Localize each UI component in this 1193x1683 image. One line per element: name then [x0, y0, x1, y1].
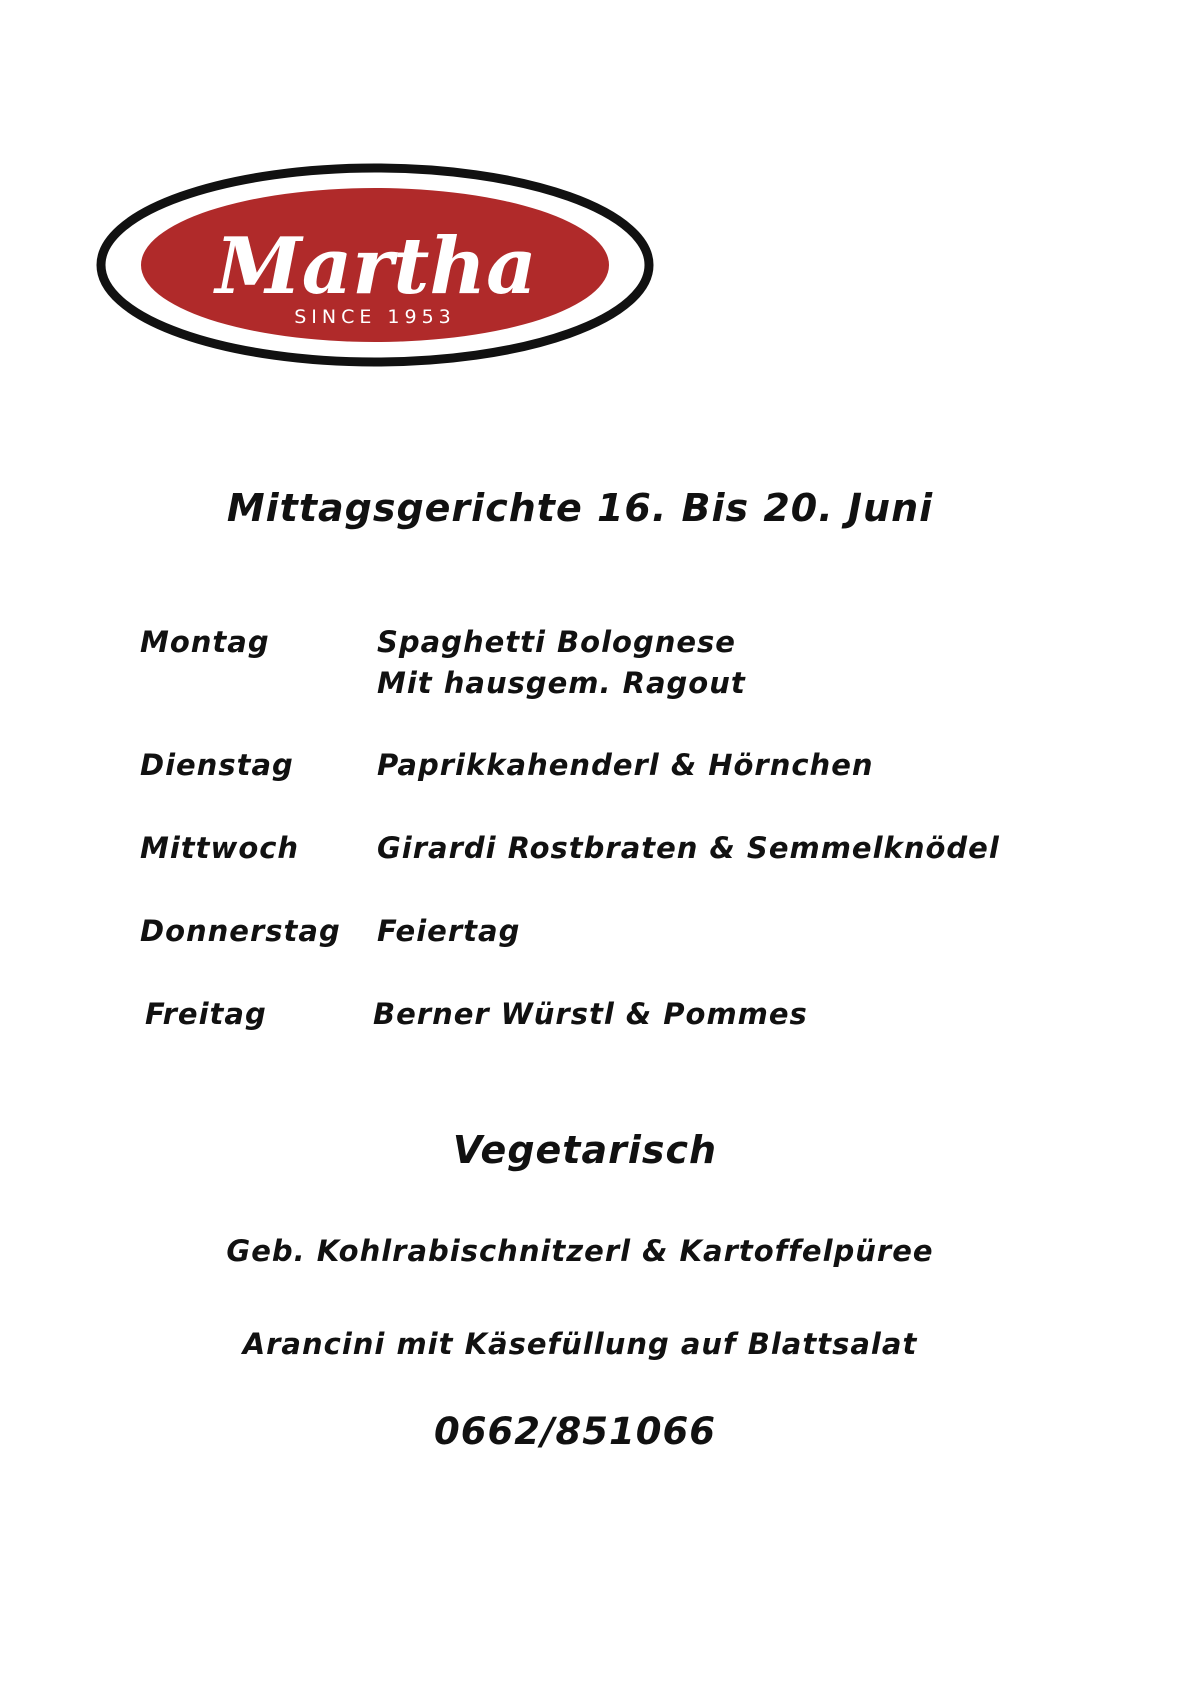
vegetarian-item: Arancini mit Käsefüllung auf Blattsalat: [242, 1327, 918, 1361]
day-label: Freitag: [145, 997, 267, 1031]
dish-line: Paprikkahenderl & Hörnchen: [377, 748, 874, 782]
logo-oval-graphic: [96, 163, 654, 367]
menu-title: Mittagsgerichte 16. Bis 20. Juni: [226, 486, 934, 530]
dish-line: Feiertag: [377, 914, 521, 948]
phone-number: 0662/851066: [434, 1410, 716, 1453]
day-label: Donnerstag: [140, 914, 341, 948]
dish-text: [377, 911, 520, 952]
logo-wordmark: Martha: [215, 221, 537, 312]
dish-text: [377, 745, 874, 786]
day-label: Dienstag: [140, 748, 294, 782]
vegetarian-heading: Vegetarisch: [452, 1128, 718, 1172]
dish-text: [377, 622, 746, 704]
brand-logo: [96, 163, 654, 367]
day-label: Montag: [140, 625, 270, 659]
dish-line: Berner Würstl & Pommes: [373, 997, 808, 1031]
dish-line: Spaghetti Bolognese: [377, 625, 736, 659]
dish-line: Girardi Rostbraten & Semmelknödel: [377, 831, 1000, 865]
dish-text: [377, 828, 1000, 869]
day-label: Mittwoch: [140, 831, 300, 865]
logo-tagline: SINCE 1953: [294, 306, 456, 328]
dish-line: Mit hausgem. Ragout: [377, 666, 746, 700]
dish-text: [373, 994, 808, 1035]
vegetarian-item: Geb. Kohlrabischnitzerl & Kartoffelpüree: [226, 1234, 934, 1268]
